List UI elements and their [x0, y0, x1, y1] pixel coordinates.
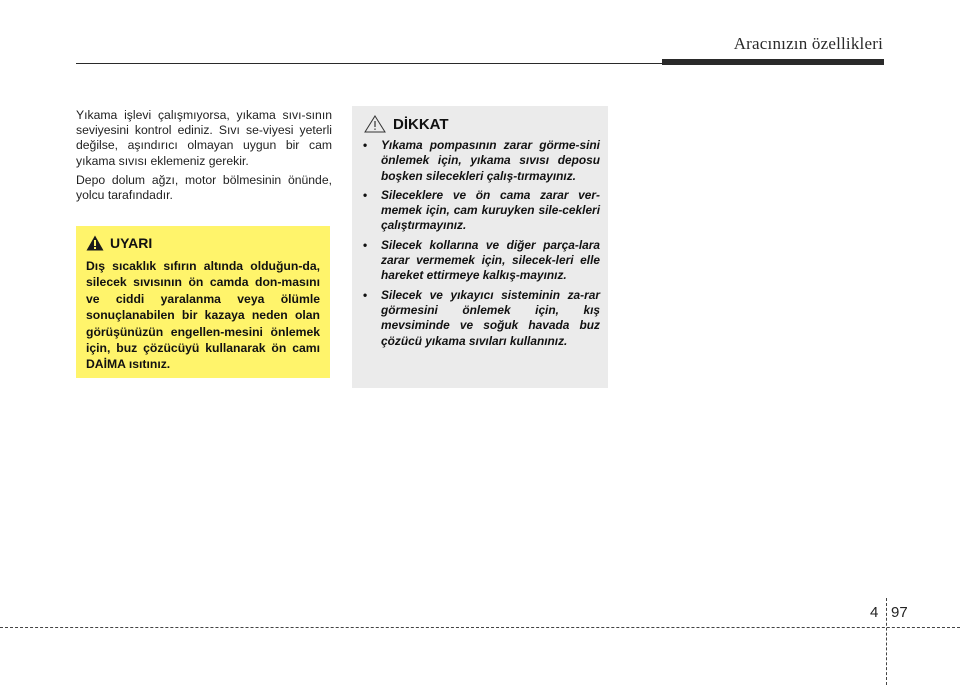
caution-item-text: Silecek kollarına ve diğer parça-lara zarar vermemek için, silecek-leri elle hareket ettirmeye kalkış-mayınız. — [381, 237, 600, 283]
header-rule-thin — [76, 63, 662, 64]
caution-item-text: Silecek ve yıkayıcı sisteminin za-rar görmesini önlemek için, kış mevsiminde ve soğuk havada buz çözücü yıkama sıvıları kullanınız. — [381, 287, 600, 348]
bullet: • — [363, 287, 368, 302]
caution-list — [362, 138, 600, 349]
body-paragraph: Yıkama işlevi çalışmıyorsa, yıkama sıvı-sının seviyesini kontrol ediniz. Sıvı se-viyesi yeterli değilse, aşındırıcı olmayan uygun bir cam yıkama sıvısı eklemeniz gerekir. — [76, 108, 332, 168]
caution-title: DİKKAT — [393, 115, 449, 133]
bullet: • — [363, 138, 368, 152]
caution-item-text: Sileceklere ve ön cama zarar ver-memek için, cam kuruyken sile-cekleri çalıştırmayınız. — [381, 187, 600, 233]
header-rule-thick — [662, 59, 884, 65]
caution-list-item — [362, 188, 600, 234]
warning-title: UYARI — [110, 235, 153, 251]
body-paragraph: Depo dolum ağzı, motor bölmesinin önünde, yolcu tarafındadır. — [76, 172, 332, 203]
warning-text: Dış sıcaklık sıfırın altında olduğun-da, silecek sıvısının ön camda don-masını ve ciddi yaralanma veya ölümle sonuçlanabilen bir kazaya neden olan görüşünüzün engellen-mesini önlemek için, buz çözücüyü kullanarak ön camı DAİMA ısıtınız. — [86, 259, 320, 372]
caution-list-item — [362, 288, 600, 349]
page-header-title: Aracınızın özellikleri — [733, 34, 883, 53]
caution-list-item — [362, 138, 600, 184]
footer-divider — [886, 598, 887, 685]
caution-item-text: Yıkama pompasının zarar görme-sini önlemek için, yıkama sıvısı deposu boşken silecekleri çalış-tırmayınız. — [381, 138, 600, 183]
caution-list-item — [362, 238, 600, 284]
caution-triangle-icon — [364, 115, 386, 133]
caution-box — [352, 106, 608, 388]
warning-triangle-icon — [86, 235, 104, 251]
warning-box — [76, 226, 330, 378]
caution-header — [362, 115, 600, 133]
footer-rule — [0, 627, 960, 628]
body-text — [76, 108, 332, 207]
chapter-number: 4 — [870, 604, 879, 621]
bullet: • — [363, 187, 368, 202]
bullet: • — [363, 237, 368, 252]
warning-header — [86, 235, 320, 251]
page-number: 97 — [891, 604, 908, 621]
